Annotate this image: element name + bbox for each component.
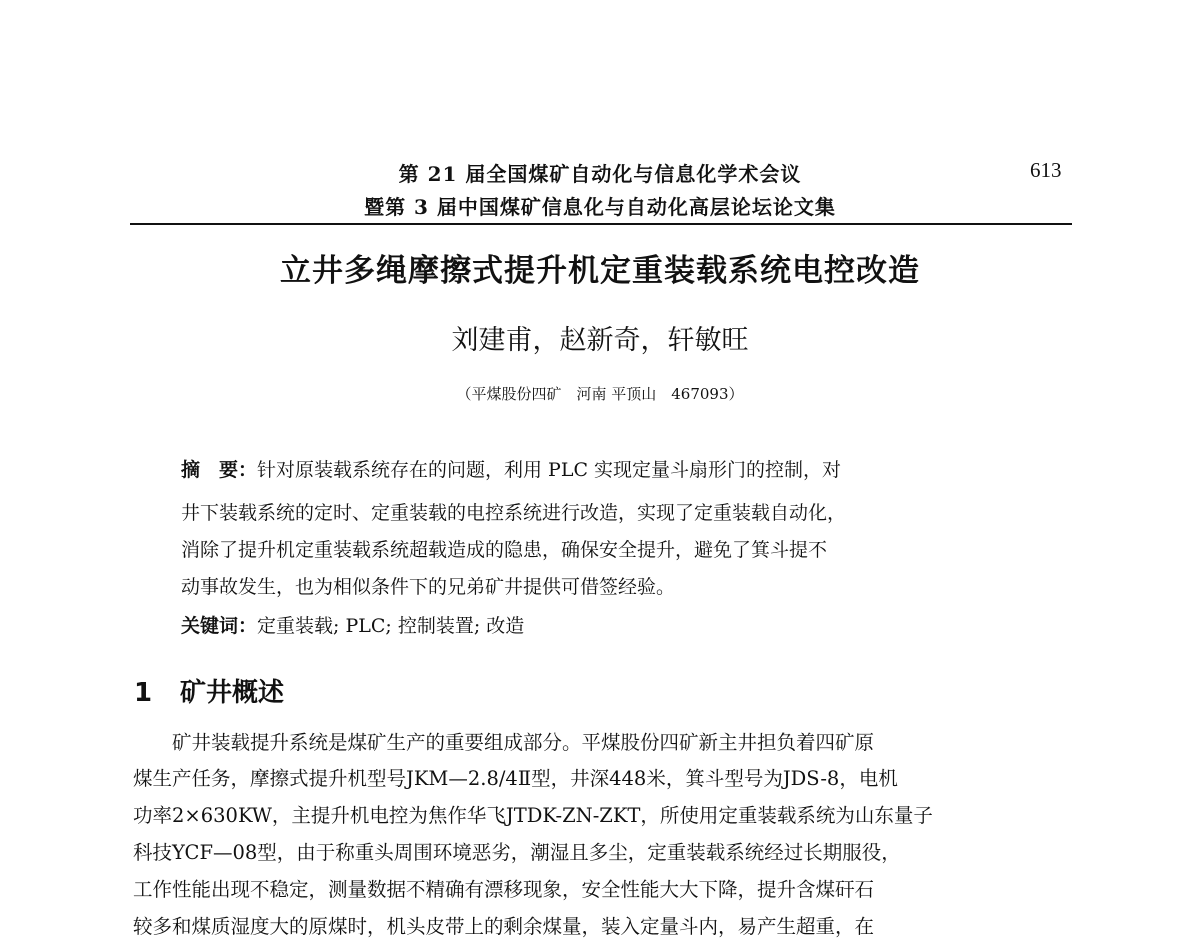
body-line: 矿井装载提升系统是煤矿生产的重要组成部分。平煤股份四矿新主井担负着四矿原 <box>172 731 875 754</box>
section-heading <box>134 672 284 709</box>
page-number: 613 <box>1030 158 1062 182</box>
abstract-line <box>181 461 841 480</box>
proceedings-title-line-2: 暨第 3 届中国煤矿信息化与自动化高层论坛论文集 <box>364 195 836 219</box>
abstract-text: 针对原装载系统存在的问题，利用 PLC 实现定量斗扇形门的控制，对 <box>257 459 842 481</box>
keywords-text: 定重装载; PLC; 控制装置; 改造 <box>257 615 525 637</box>
affiliation: （平煤股份四矿 河南 平顶山 467093） <box>456 385 744 403</box>
paper-title: 立井多绳摩擦式提升机定重装载系统电控改造 <box>280 253 920 289</box>
section-title: 矿井概述 <box>180 678 285 708</box>
keywords-line <box>181 617 524 636</box>
body-line: 科技YCF—08型，由于称重头周围环境恶劣，潮湿且多尘，定重装载系统经过长期服役， <box>133 841 901 864</box>
body-line: 煤生产任务，摩擦式提升机型号JKM—2.8/4Ⅱ型，井深448米，箕斗型号为JDS-8，电机 <box>133 767 898 790</box>
keywords-label: 关键词： <box>181 615 258 637</box>
abstract-line: 井下装载系统的定时、定重装载的电控系统进行改造，实现了定重装载自动化， <box>181 502 847 524</box>
abstract-line: 动事故发生，也为相似条件下的兄弟矿井提供可借签经验。 <box>181 576 676 598</box>
body-line: 工作性能出现不稳定，测量数据不精确有漂移现象，安全性能大大下降，提升含煤矸石 <box>133 878 875 901</box>
abstract-label: 摘 要： <box>181 459 258 481</box>
body-line: 功率2×630KW，主提升机电控为焦作华飞JTDK-ZN-ZKT，所使用定重装载系统为山东量子 <box>133 804 933 827</box>
authors: 刘建甫，赵新奇，轩敏旺 <box>451 325 749 356</box>
header-rule <box>130 223 1072 225</box>
section-number: 1 <box>134 678 153 708</box>
proceedings-title-line-1: 第 21 届全国煤矿自动化与信息化学术会议 <box>398 162 802 186</box>
abstract-line: 消除了提升机定重装载系统超载造成的隐患，确保安全提升，避免了箕斗提不 <box>181 539 828 561</box>
body-line: 较多和煤质湿度大的原煤时，机头皮带上的剩余煤量，装入定量斗内，易产生超重，在 <box>133 915 875 938</box>
